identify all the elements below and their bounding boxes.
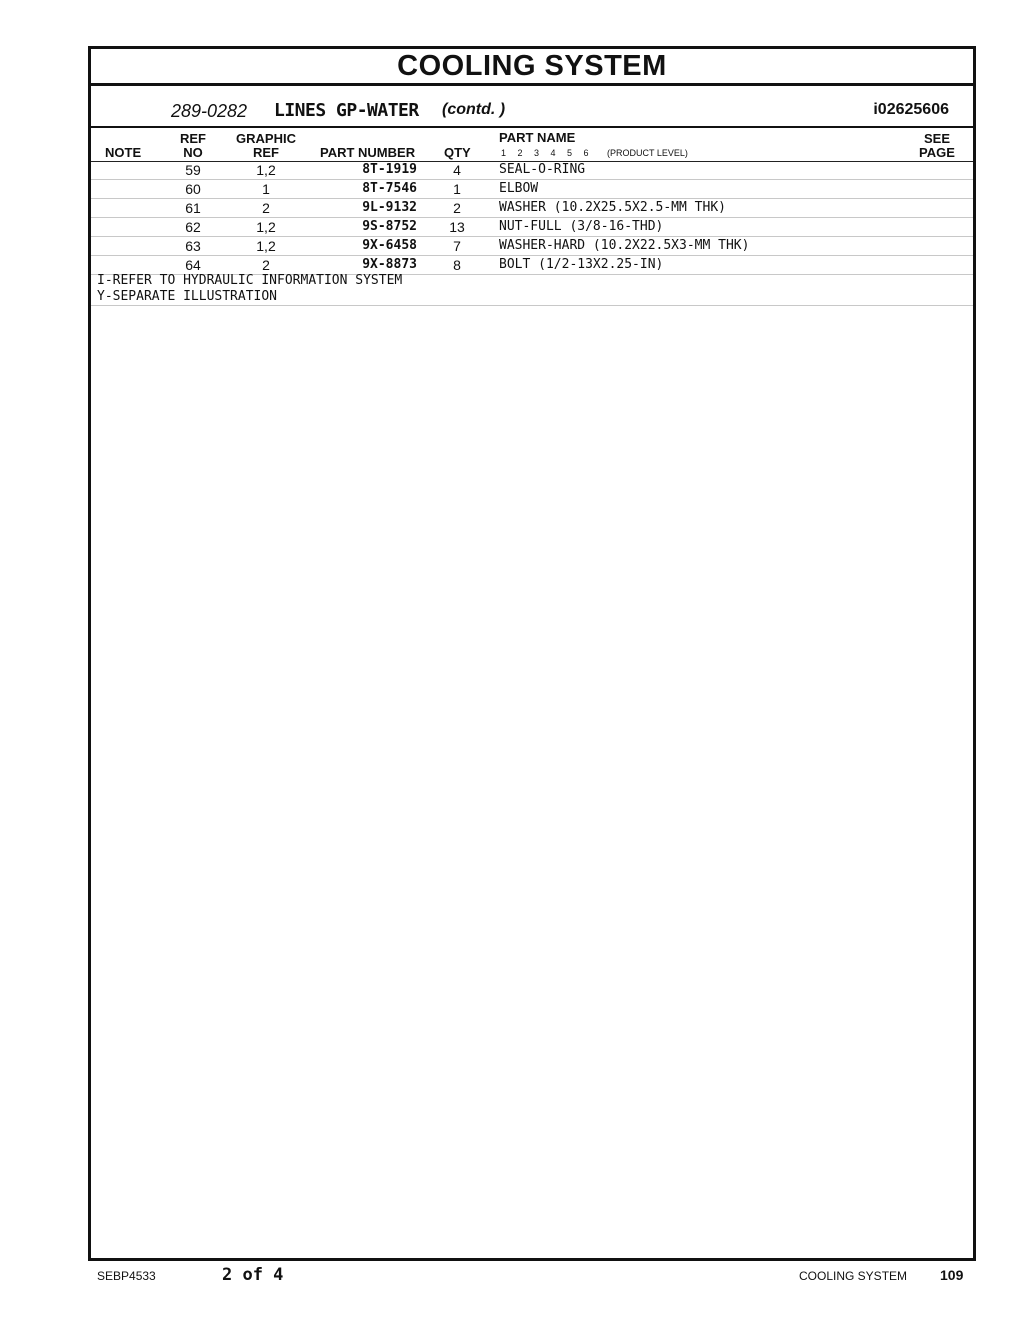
part-name: WASHER (10.2X25.5X2.5-MM THK) — [499, 200, 726, 215]
graphic-ref: 1,2 — [256, 238, 276, 254]
ref-no: 64 — [185, 257, 201, 273]
parts-table — [91, 161, 973, 275]
part-name: SEAL-O-RING — [499, 162, 586, 177]
part-number: 8T-1919 — [362, 162, 417, 177]
graphic-ref: 1,2 — [256, 219, 276, 235]
header-levels: 1 2 3 4 5 6 — [501, 148, 589, 158]
group-name: LINES GP-WATER — [274, 100, 419, 121]
footer-page-number: 109 — [940, 1267, 964, 1283]
part-name: BOLT (1/2-13X2.25-IN) — [499, 257, 664, 272]
quantity: 8 — [453, 257, 461, 273]
table-row — [91, 180, 973, 199]
table-row — [91, 199, 973, 218]
part-number: 9X-8873 — [362, 257, 417, 272]
ref-no: 61 — [185, 200, 201, 216]
header-note: NOTE — [105, 145, 142, 160]
footer-page-of: 2 of 4 — [222, 1265, 284, 1285]
group-header — [91, 86, 973, 128]
quantity: 4 — [453, 162, 461, 178]
header-graphic-bottom: REF — [253, 145, 279, 160]
graphic-ref: 1,2 — [256, 162, 276, 178]
ref-no: 63 — [185, 238, 201, 254]
header-ref-top: REF — [180, 131, 206, 146]
ref-no: 62 — [185, 219, 201, 235]
graphic-ref: 1 — [262, 181, 270, 197]
quantity: 1 — [453, 181, 461, 197]
header-graphic-top: GRAPHIC — [236, 131, 296, 146]
notes-section — [91, 271, 973, 306]
header-qty: QTY — [444, 145, 471, 160]
note-illustration: Y-SEPARATE ILLUSTRATION — [97, 289, 278, 304]
page-title: COOLING SYSTEM — [397, 50, 667, 82]
group-id: i02625606 — [873, 101, 949, 118]
column-headers — [91, 128, 973, 162]
quantity: 7 — [453, 238, 461, 254]
footer-doc-id: SEBP4533 — [97, 1269, 156, 1283]
part-number: 9L-9132 — [362, 200, 417, 215]
header-see-bottom: PAGE — [919, 145, 955, 160]
header-see-top: SEE — [923, 131, 950, 146]
part-name: WASHER-HARD (10.2X22.5X3-MM THK) — [499, 238, 750, 253]
footer-section: COOLING SYSTEM — [799, 1269, 908, 1283]
part-number: 9X-6458 — [362, 238, 417, 253]
table-row — [91, 237, 973, 256]
table-row — [91, 161, 973, 180]
header-product-level: (PRODUCT LEVEL) — [607, 148, 688, 158]
ref-no: 60 — [185, 181, 201, 197]
graphic-ref: 2 — [262, 200, 270, 216]
quantity: 2 — [453, 200, 461, 216]
quantity: 13 — [449, 219, 465, 235]
header-part-number: PART NUMBER — [320, 145, 416, 160]
graphic-ref: 2 — [262, 257, 270, 273]
page-frame — [88, 46, 976, 1261]
header-ref-bottom: NO — [183, 145, 203, 160]
note-hydraulic: I-REFER TO HYDRAULIC INFORMATION SYSTEM — [97, 273, 403, 288]
part-number: 8T-7546 — [362, 181, 417, 196]
part-number: 9S-8752 — [362, 219, 417, 234]
part-name: ELBOW — [499, 181, 539, 196]
part-name: NUT-FULL (3/8-16-THD) — [499, 219, 664, 234]
title-bar — [91, 49, 973, 86]
group-contd: (contd. ) — [442, 101, 506, 118]
table-row — [91, 218, 973, 237]
header-part-name: PART NAME — [499, 130, 576, 145]
ref-no: 59 — [185, 162, 201, 178]
group-number: 289-0282 — [171, 101, 248, 121]
